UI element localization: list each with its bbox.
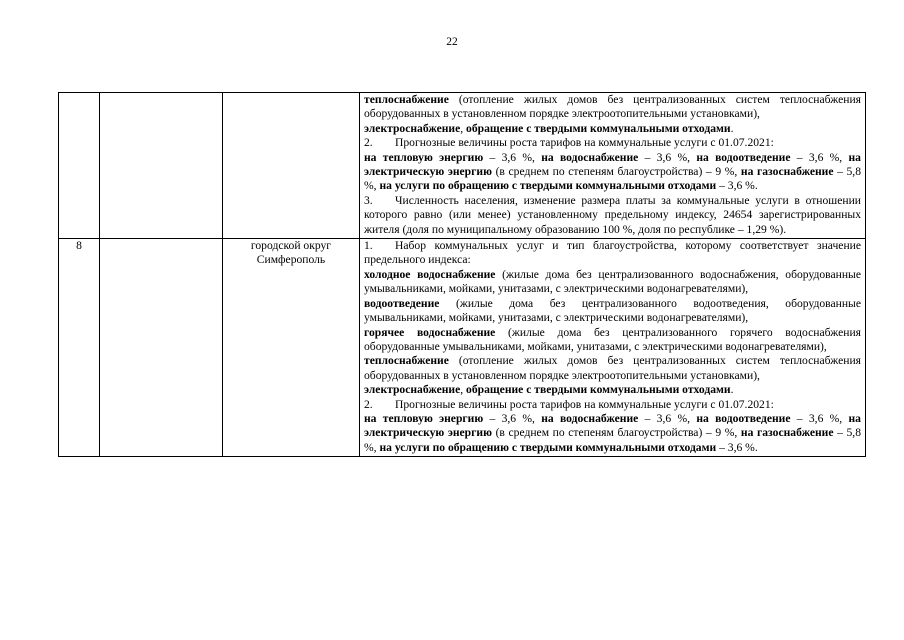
- text-run: (в среднем по степеням благоустройства) – 9 %,: [491, 426, 741, 440]
- paragraph: [364, 93, 861, 122]
- text-run: ,: [460, 121, 467, 135]
- bold-term: на электрическую энергию: [364, 150, 861, 179]
- text-run: .: [730, 121, 734, 135]
- bold-term: на водоотведение: [696, 411, 791, 425]
- text-run: (жилые дома без централизованного водоотведения, оборудованные умывальниками, мойками, унитазами, с электрическими водонагревателями),: [364, 296, 861, 325]
- bold-term: холодное водоснабжение: [364, 267, 496, 281]
- paragraph: [364, 297, 861, 326]
- text-run: Прогнозные величины роста тарифов на коммунальные услуги с 01.07.2021:: [395, 397, 774, 411]
- item-number: 1.: [364, 239, 373, 253]
- paragraph: [364, 239, 861, 268]
- row-number-cell: [59, 93, 100, 239]
- bold-term: водоотведение: [364, 296, 440, 310]
- paragraph: [364, 354, 861, 383]
- bold-term: на газоснабжение: [740, 426, 834, 440]
- municipality-cell: городской округ Симферополь: [223, 239, 360, 457]
- tariff-table: [58, 92, 866, 457]
- bold-term: на электрическую энергию: [364, 411, 861, 440]
- page-number: 22: [446, 36, 458, 48]
- text-run: – 3,6 %,: [790, 411, 849, 425]
- paragraph: [364, 326, 861, 355]
- bold-term: на водоснабжение: [541, 411, 639, 425]
- text-run: .: [730, 383, 734, 397]
- text-run: Набор коммунальных услуг и тип благоустройства, которому соответствует значение предельного индекса:: [364, 239, 861, 267]
- text-run: – 5,8 %,: [364, 165, 861, 193]
- paragraph: [364, 122, 861, 136]
- bold-term: на тепловую энергию: [364, 411, 484, 425]
- text-run: (жилые дома без централизованного водоснабжения, оборудованные умывальниками, мойками, унитазами, с электрическими водонагревателями),: [364, 267, 861, 296]
- bold-term: на тепловую энергию: [364, 150, 484, 164]
- bold-term: на водоотведение: [696, 150, 791, 164]
- bold-term: на услуги по обращению с твердыми коммунальными отходами: [379, 179, 717, 193]
- bold-term: обращение с твердыми коммунальными отходами: [466, 383, 731, 397]
- table-row: [59, 239, 866, 457]
- paragraph: [364, 151, 861, 194]
- text-run: (отопление жилых домов без централизованных систем теплоснабжения оборудованных в установленном порядке электроотопительными установками),: [364, 93, 861, 121]
- item-number: 2.: [364, 136, 373, 150]
- paragraph: [364, 136, 861, 150]
- description-cell: [360, 239, 866, 457]
- table-row: [59, 93, 866, 239]
- item-number: 2.: [364, 397, 373, 411]
- text-run: ,: [460, 383, 467, 397]
- text-run: Прогнозные величины роста тарифов на коммунальные услуги с 01.07.2021:: [395, 136, 774, 150]
- bold-term: горячее водоснабжение: [364, 325, 496, 339]
- bold-term: электроснабжение: [364, 383, 461, 397]
- text-run: – 5,8 %,: [364, 426, 861, 454]
- text-run: – 3,6 %,: [638, 150, 697, 164]
- paragraph: [364, 268, 861, 297]
- paragraph: [364, 412, 861, 455]
- empty-cell: [100, 93, 223, 239]
- text-run: – 3,6 %.: [716, 179, 758, 193]
- bold-term: теплоснабжение: [364, 93, 449, 106]
- bold-term: на водоснабжение: [541, 150, 639, 164]
- text-run: – 3,6 %,: [483, 411, 542, 425]
- text-run: – 3,6 %,: [638, 411, 697, 425]
- bold-term: теплоснабжение: [364, 354, 449, 368]
- paragraph: [364, 398, 861, 412]
- paragraph: [364, 383, 861, 397]
- item-number: 3.: [364, 193, 373, 207]
- empty-cell: [100, 239, 223, 457]
- text-run: – 3,6 %,: [483, 150, 542, 164]
- municipality-cell: [223, 93, 360, 239]
- bold-term: на газоснабжение: [740, 165, 834, 179]
- text-run: Численность населения, изменение размера платы за коммунальные услуги в отношении которого равно (или менее) установленному предельному индексу, 24654 зарегистрированных жителя (доля по муниципальному образованию 100 %, доля по республике – 1,29 %).: [364, 193, 861, 236]
- text-run: (жилые дома без централизованного горячего водоснабжения оборудованные умывальниками, мойками, унитазами, с электрическими водонагревателями),: [364, 325, 861, 353]
- text-run: – 3,6 %,: [790, 150, 849, 164]
- text-run: (отопление жилых домов без централизованных систем теплоснабжения оборудованных в установленном порядке электроотопительными установками),: [364, 354, 861, 382]
- row-number-cell: 8: [59, 239, 100, 457]
- paragraph: [364, 194, 861, 237]
- bold-term: электроснабжение: [364, 121, 461, 135]
- bold-term: на услуги по обращению с твердыми коммунальными отходами: [379, 440, 717, 454]
- bold-term: обращение с твердыми коммунальными отходами: [466, 121, 731, 135]
- text-run: (в среднем по степеням благоустройства) – 9 %,: [491, 165, 741, 179]
- description-cell: [360, 93, 866, 239]
- text-run: – 3,6 %.: [716, 440, 758, 454]
